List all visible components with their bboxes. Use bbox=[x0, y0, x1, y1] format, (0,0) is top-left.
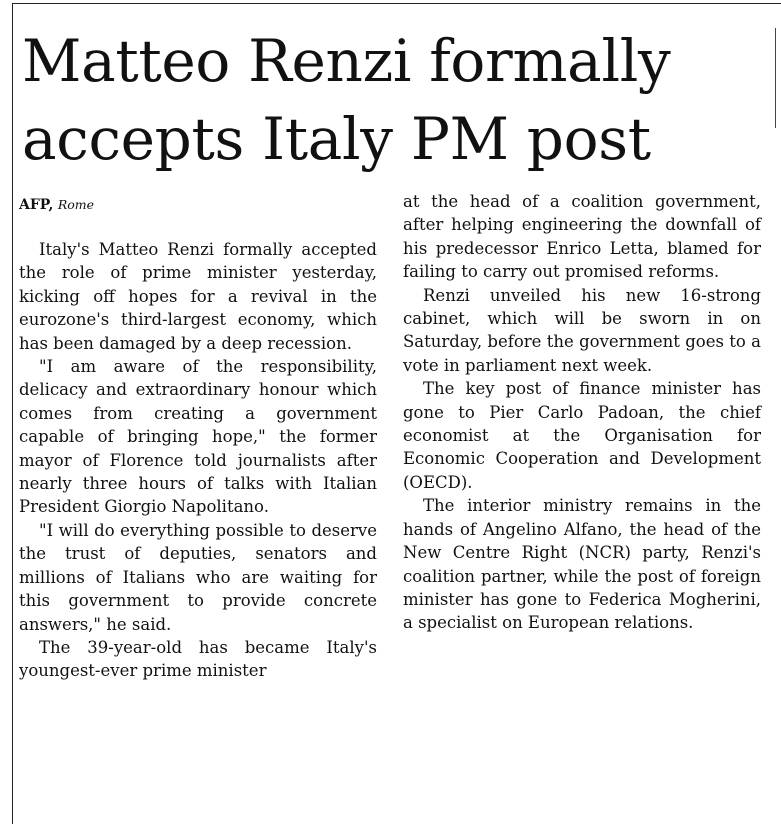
article-headline: Matteo Renzi formally accepts Italy PM post bbox=[22, 27, 671, 173]
byline bbox=[19, 197, 94, 213]
paragraph: The key post of finance minister has gone to Pier Carlo Padoan, the chief economist at the Organisation for Economic Cooperation and Development (OECD). bbox=[403, 379, 761, 492]
left-border-rule bbox=[12, 3, 13, 824]
paragraph: Renzi unveiled his new 16-strong cabinet, which will be sworn in on Saturday, before the government goes to a vote in parliament next week. bbox=[403, 285, 761, 375]
article-column-left bbox=[19, 238, 377, 683]
paragraph: "I will do everything possible to deserve the trust of deputies, senators and millions of Italians who are waiting for this government to provide concrete answers," he said. bbox=[19, 520, 377, 634]
paragraph: "I am aware of the responsibility, delicacy and extraordinary honour which comes from creating a government capable of bringing hope," the former mayor of Florence told journalists after nearly three hours of talks with Italian President Giorgio Napolitano. bbox=[19, 357, 377, 517]
byline-place: Rome bbox=[57, 197, 95, 212]
article-column-right bbox=[403, 190, 761, 635]
right-edge-rule bbox=[775, 28, 776, 128]
paragraph: Italy's Matteo Renzi formally accepted the role of prime minister yesterday, kicking off hopes for a revival in the eurozone's third-largest economy, which has been damaged by a deep recession. bbox=[19, 240, 377, 353]
top-border-rule bbox=[12, 3, 781, 4]
paragraph: The interior ministry remains in the hands of Angelino Alfano, the head of the New Centre Right (NCR) party, Renzi's coalition partner, while the post of foreign minister has gone to Federica Mogherini, a specialist on European relations. bbox=[403, 496, 761, 633]
paragraph: at the head of a coalition government, after helping engineering the downfall of his predecessor Enrico Letta, blamed for failing to carry out promised reforms. bbox=[403, 192, 761, 282]
paragraph: The 39-year-old has became Italy's youngest-ever prime minister bbox=[19, 637, 377, 681]
byline-agency: AFP, bbox=[19, 197, 54, 213]
